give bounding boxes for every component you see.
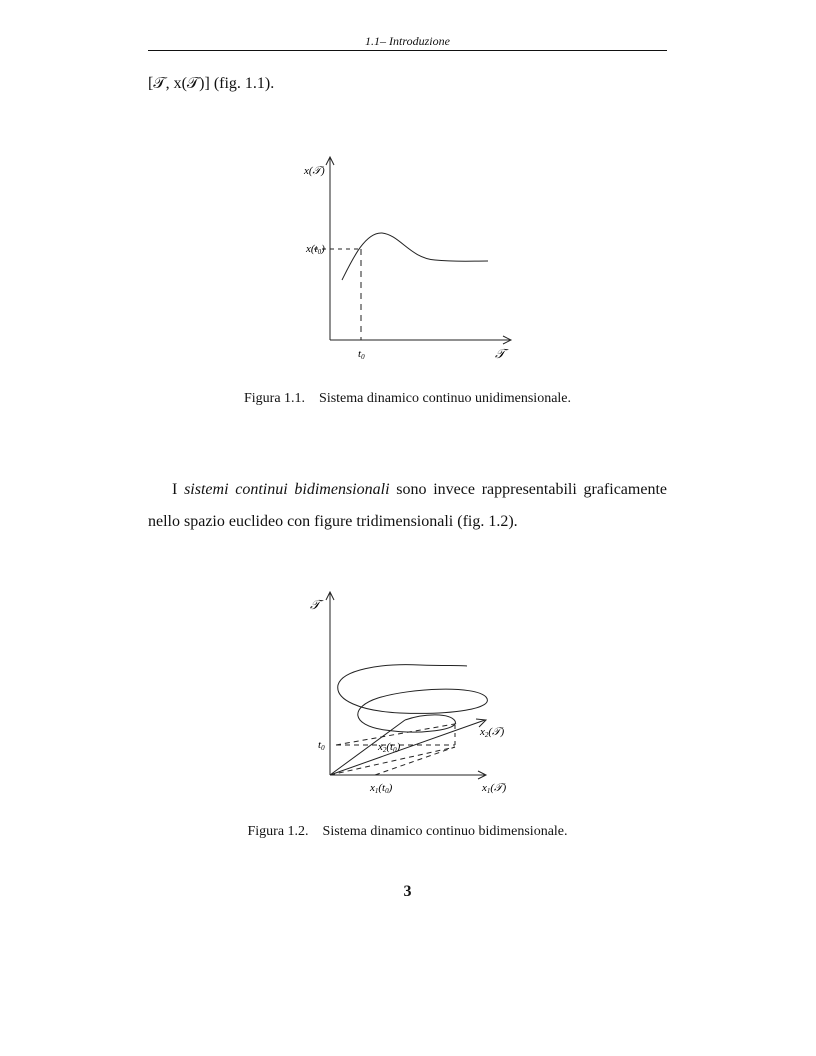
running-header: 1.1– Introduzione: [365, 34, 450, 48]
page-number: 3: [403, 883, 412, 900]
t0-label: t0: [318, 739, 325, 752]
caption-text: Sistema dinamico continuo bidimensionale.: [322, 824, 568, 839]
spiral-trajectory: [338, 665, 488, 732]
paragraph-bidimensional: [148, 474, 667, 538]
emphasis-term: sistemi continui bidimensionali: [184, 481, 390, 498]
vertical-axis-label: 𝒯: [310, 597, 320, 612]
figure-1-1-plot: [290, 150, 520, 365]
paragraph-lead: I: [172, 481, 185, 498]
header-rule: [148, 50, 667, 51]
caption-label: Figura 1.2.: [247, 824, 309, 839]
figure-reference: (fig. 1.1).: [213, 75, 275, 92]
y-axis-label: x(𝒯): [304, 165, 325, 177]
paragraph-intro: [148, 68, 667, 100]
x2-axis-label: x2(𝒯): [480, 726, 505, 739]
y-tick-label: x(t0): [306, 243, 325, 256]
caption-label: Figura 1.1.: [243, 391, 306, 406]
paragraph-rest: sono invece rappresentabili graficamente nello spazio euclideo con figure tridimensionali (fig. 1.2).: [148, 481, 668, 530]
x1-t0-label: x1(t0): [370, 782, 393, 795]
x1-axis-label: x1(𝒯): [482, 782, 507, 795]
caption-text: Sistema dinamico continuo unidimensionale.: [319, 391, 572, 406]
figure-1-2-caption: [148, 824, 667, 840]
x2-t0-label: x2(t0): [378, 741, 401, 754]
x2-axis: [330, 720, 485, 775]
response-curve: [342, 233, 488, 280]
math-expression: [𝒯, x(𝒯)]: [148, 75, 210, 92]
figure-1-1-caption: [148, 391, 667, 407]
x-tick-label: t0: [358, 348, 365, 361]
figure-1-2-plot: [300, 585, 525, 800]
x-axis-label: 𝒯: [495, 346, 505, 361]
